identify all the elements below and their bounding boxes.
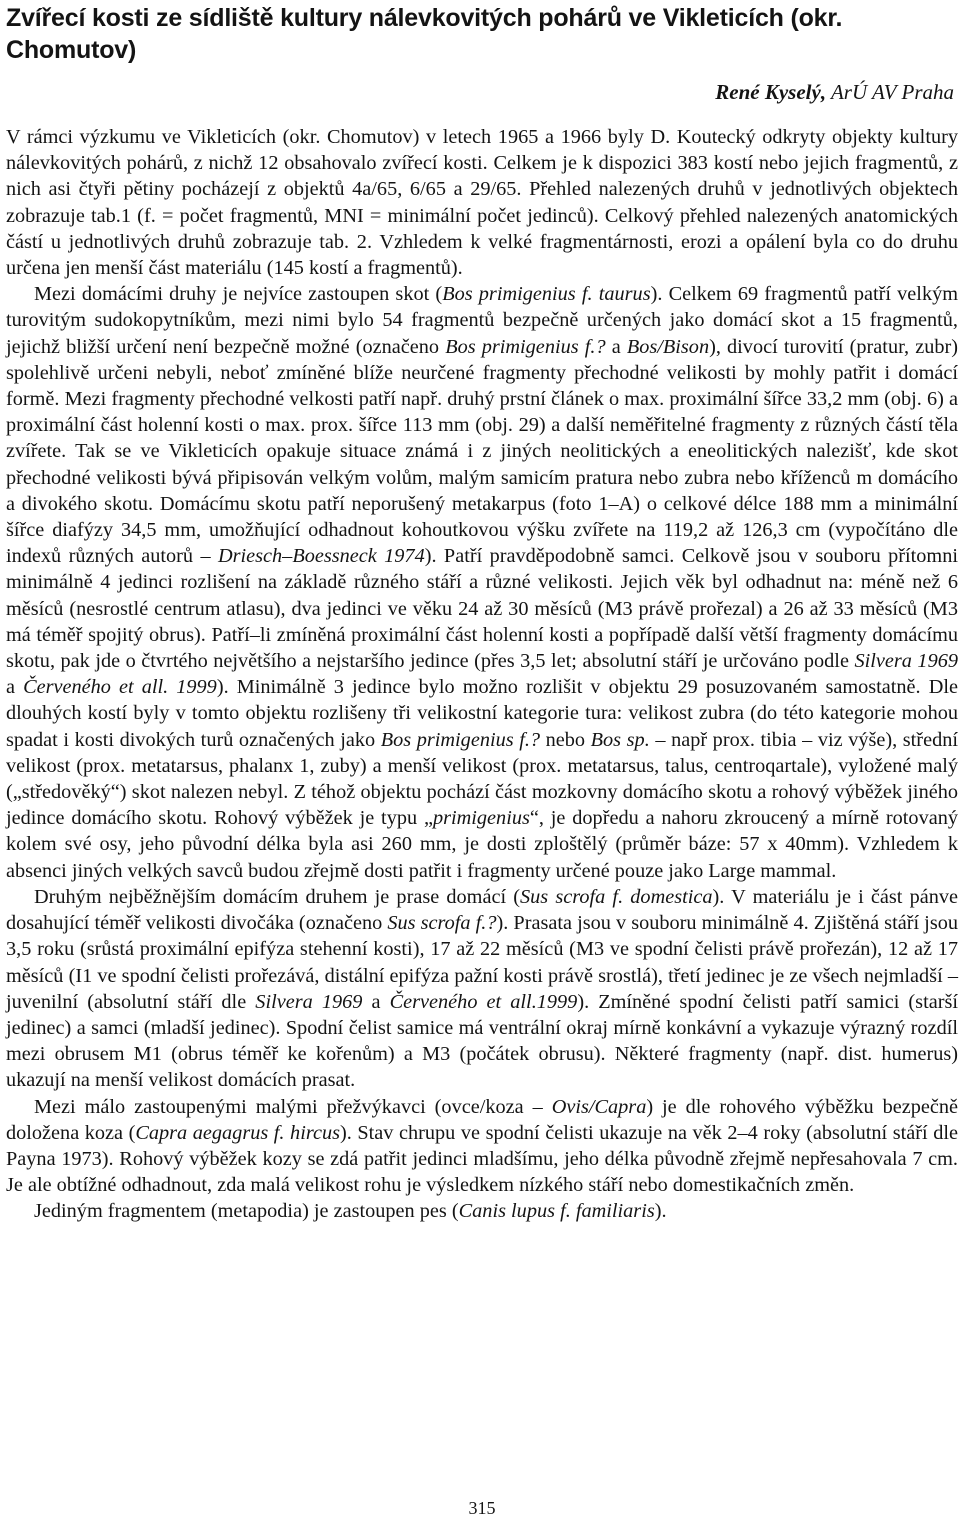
text-run: ) je dle rohového výběžku bezpečně doložena koza (: [6, 1095, 958, 1144]
text-run: ). Minimálně 3 jedince bylo možno rozlišit v objektu 29 posuzovaném samostatně. Dle dlouhých kostí byly v tomto objektu rozlišeny tři velikostní kategorie tura: velikost zubra (do této kategorie mohou spadat i kosti divokých turů označených jako: [6, 676, 958, 751]
text-run: ). Prasata jsou v souboru minimálně 4. Zjištěná stáří jsou 3,5 roku (srůstá proximální epifýza stehenní kosti), 17 až 22 měsíců (M3 ve spodní čelisti právě prořezán), 12 až 17 měsíců (I1 ve spodní čelisti prořezává, distální epifýza pažní kosti právě srostlá), třetí jedinec je ze všech nejmladší – juvenilní (absolutní stáří dle: [6, 912, 958, 1013]
text-run: a: [362, 990, 390, 1013]
italic-term: Bos primigenius f.?: [380, 728, 541, 751]
text-run: a: [605, 335, 627, 358]
author-line: [6, 78, 958, 106]
italic-term: Bos primigenius f.?: [445, 335, 606, 358]
italic-term: Červeného et all. 1999: [23, 676, 217, 699]
italic-term: Driesch–Boessneck 1974: [217, 545, 425, 568]
text-run: a: [6, 676, 24, 699]
paragraph: [6, 1094, 958, 1199]
article-title: Zvířecí kosti ze sídliště kultury nálevkovitých pohárů ve Vikleticích (okr. Chomutov): [6, 4, 843, 64]
paragraph: [6, 124, 958, 281]
text-run: “, je dopředu a nahoru zkroucený a mírně rotovaný kolem své osy, jeho původní délka byla asi 260 mm, je dosti zploštělý (průměr báze: 57 x 40mm). Vzhledem k absenci jiných velkých savců budou zřejmě dosti patřit i fragmenty určené pouze jako Large mammal.: [6, 807, 958, 882]
text-run: ).: [654, 1200, 667, 1223]
italic-term: primigenius: [432, 807, 530, 830]
italic-term: Silvera 1969: [854, 650, 958, 673]
text-run: ), divocí turovití (pratur, zubr) spolehlivě určeni nebyli, neboť zmíněné blíže neurčené fragmenty přechodné velikosti by mohly patřit i domácí formě. Mezi fragmenty přechodné velkosti patří např. druhý prstní článek o max. proximální šířce 33,2 mm (obj. 6) a proximální část holenní kosti o max. prox. šířce 113 mm (obj. 29) a další neměřitelné fragmenty z různých částí těla zvířete. Tak se ve Vikleticích opakuje situace známá i z jiných neolitických a eneolitických nalezišť, kde skot přechodné velikosti bývá připisován velkým volům, malým samicím pratura nebo zubra nebo kříženců m domácího a divokého skotu. Domácímu skotu patří neporušený metakarpus (foto 1–A) o celkové délce 188 mm a minimální šířce diafýzy 34,5 mm, umožňující odhadnout kohoutkovou výšku zvířete na 119,2 až 126,3 cm (vypočítáno dle indexů různých autorů –: [6, 335, 959, 568]
italic-term: Sus scrofa f.?: [387, 912, 497, 935]
italic-term: Bos sp.: [590, 728, 650, 751]
text-run: Mezi málo zastoupenými malými přežvýkavci (ovce/koza –: [34, 1095, 552, 1118]
italic-term: Canis lupus f. familiaris: [458, 1200, 655, 1223]
article-body: [6, 124, 958, 1225]
author-name: René Kyselý,: [715, 80, 827, 104]
paragraph: [6, 1198, 958, 1224]
document-page: [6, 0, 958, 1530]
text-run: Jediným fragmentem (metapodia) je zastoupen pes (: [34, 1200, 459, 1223]
italic-term: Bos primigenius f. taurus: [442, 283, 651, 306]
italic-term: Ovis/Capra: [551, 1095, 647, 1118]
italic-term: Sus scrofa f. domestica: [520, 885, 713, 908]
paragraph: [6, 884, 958, 1094]
text-run: – např prox. tibia – viz výše), střední velikost (prox. metatarsus, phalanx 1, zuby) a menší velikost (prox. metatarsus, talus, centroqartale), vyložené malý („středověký“) skot nalezen nebyl. Z téhož objektu pochází část mozkovny domácího skotu a rohový výběžek jiného jedince domácího skotu. Rohový výběžek je typu „: [6, 728, 958, 830]
paragraph: [6, 281, 958, 884]
text-run: nebo: [540, 728, 591, 751]
text-run: ). V materiálu je i část pánve dosahující téměř velikosti divočáka (označeno: [6, 885, 959, 935]
text-run: ). Patří pravděpodobně samci. Celkově jsou v souboru přítomni minimálně 4 jedinci rozlišení na základě různého stáří a různé velikosti. Jejich věk byl odhadnut na: méně než 6 měsíců (nesrostlé centrum atlasu), dva jedinci ve věku 24 až 30 měsíců (M3 právě prořezal) a 26 až 33 měsíců (M3 má téměř spojitý obrus). Patří–li zmíněná proximální část holenní kosti a popřípadě další větší fragmenty domácímu skotu, pak jde o čtvrtého největšího a nejstaršího jedince (přes 3,5 let; absolutní stáří je určováno podle: [6, 545, 958, 673]
italic-term: Silvera 1969: [255, 990, 363, 1013]
text-run: ). Celkem 69 fragmentů patří velkým turovitým sudokopytníkům, mezi nimi bylo 54 fragmentů bezpečně určených jako domácí skot a 15 fragmentů, jejichž bližší určení není bezpečně možné (označeno: [6, 283, 959, 358]
text-run: ). Zmíněné spodní čelisti patří samici (starší jedinec) a samci (mladší jedinec). Spodní čelist samice má ventrální okraj mírně konkávní a vykazuje výrazný rozdíl mezi obrusem M1 (obrus téměř ke kořenům) a M3 (počátek obrusu). Některé fragmenty (např. dist. humerus) ukazují na menší velikost domácích prasat.: [6, 990, 958, 1092]
italic-term: Bos/Bison: [626, 335, 710, 358]
text-run: V rámci výzkumu ve Vikleticích (okr. Chomutov) v letech 1965 a 1966 byly D. Koutecký odkryty objekty kultury nálevkovitých pohárů, z nichž 12 obsahovalo zvířecí kosti. Celkem je k dispozici 383 kostí nebo jejich fragmentů, z nich asi čtyři pětiny pocházejí z objektů 4a/65, 6/65 a 29/65. Přehled nalezených druhů v jednotlivých objektech zobrazuje tab.1 (f. = počet fragmentů, MNI = minimální počet jedinců). Celkový přehled nalezených anatomických částí u jednotlivých druhů zobrazuje tab. 2. Vzhledem k velké fragmentárnosti, erozi a opálení byla co do druhu určena jen menší část materiálu (145 kostí a fragmentů).: [6, 126, 958, 280]
italic-term: Capra aegagrus f. hircus: [135, 1121, 341, 1144]
italic-term: Červeného et all.1999: [389, 990, 578, 1013]
text-run: Druhým nejběžnějším domácím druhem je prase domácí (: [34, 885, 520, 908]
text-run: Mezi domácími druhy je nejvíce zastoupen skot (: [34, 283, 443, 306]
page-number: 315: [468, 1498, 496, 1518]
author-affiliation: ArÚ AV Praha: [830, 80, 954, 104]
text-run: ). Stav chrupu ve spodní čelisti ukazuje na věk 2–4 roky (absolutní stáří dle Payna 1973). Rohový výběžek kozy se zdá patřit jedinci mladšímu, jeho délka původně zřejmě nepřesahovala 7 cm. Je ale obtížné odhadnout, zda malá velikost rohu je výsledkem nízkého stáří nebo domestikačních změn.: [6, 1121, 958, 1197]
